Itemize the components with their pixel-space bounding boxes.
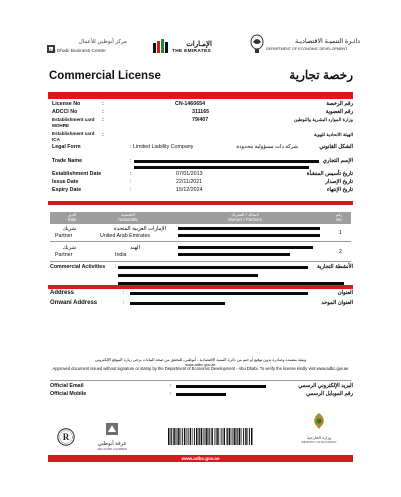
barcode-bar (245, 428, 247, 445)
row2-no: 2 (339, 249, 342, 255)
th-owners (190, 212, 300, 222)
barcode-bar (243, 428, 244, 445)
notice-arabic: وثيقة معتمدة وصادرة بدون توقيع أو ختم من دائرة التنمية الاقتصادية - أبوظبي، للتحقق من صحة البيانات يرجى زيارة الموقع الإلكتروني (94, 357, 307, 362)
field-colon: : (102, 101, 104, 107)
barcode-bar (233, 428, 234, 445)
onwani-address-label: Onwani Address (50, 300, 98, 306)
barcode-bar (216, 428, 217, 445)
field-value-legal-form: Limited Liability Company (133, 144, 194, 150)
row1-no: 1 (339, 230, 342, 236)
field-ar-license-no: رقم الرخصة (326, 101, 353, 107)
field-value-issue-date: 22/11/2021 (176, 179, 203, 185)
field-colon: : (130, 158, 132, 164)
field-colon: : (123, 290, 125, 296)
footer-url-link[interactable]: www.adbc.gov.ae (181, 456, 220, 461)
barcode-bar (177, 428, 178, 445)
redacted-owner-2b (178, 253, 290, 256)
field-value-mohre: 79/407 (192, 117, 209, 123)
field-label-expiry-date: Expiry Date (52, 187, 82, 193)
barcode (168, 428, 254, 450)
members-table-header (50, 212, 351, 224)
section-accent-bar (48, 201, 353, 205)
barcode-bar (220, 428, 221, 445)
chamber-emblem-icon (105, 422, 119, 441)
adbc-logo-english: Abu Dhabi Business Center (47, 49, 106, 54)
field-label-issue-date: Issue Date (52, 179, 79, 185)
row2-role-ar: شريك (62, 245, 76, 251)
field-ar-issue-date: تاريخ الإصدار (325, 179, 353, 185)
emirates-stripes-icon (153, 39, 169, 58)
ded-logo-english: DEPARTMENT OF ECONOMIC DEVELOPMENT (266, 47, 348, 51)
footer-bar (48, 455, 353, 462)
ded-logo-arabic: دائـرة التنميـة الاقتصاديـة (294, 38, 360, 45)
registered-trademark-icon (57, 428, 75, 451)
barcode-bar (192, 428, 193, 445)
barcode-bar (182, 428, 183, 445)
barcode-bar (208, 428, 209, 445)
redacted-email (176, 385, 266, 388)
barcode-bar (184, 428, 186, 445)
field-colon: : (130, 179, 132, 185)
row-divider (50, 261, 351, 262)
redacted-owner-1a (178, 227, 320, 230)
footer-divider (50, 380, 351, 381)
barcode-bar (226, 428, 227, 445)
barcode-bar (227, 428, 228, 445)
svg-text:R: R (62, 432, 70, 442)
barcode-bar (170, 428, 171, 445)
official-mobile-label: Official Mobile (50, 391, 87, 397)
row1-role-ar: شريك (62, 226, 76, 232)
field-value-adcci-no: 311165 (192, 109, 210, 115)
field-label-ica: Establishment card ICA (52, 131, 95, 142)
barcode-bar (171, 428, 172, 445)
official-mobile-ar: رقم الموبايل الرسمي (306, 391, 353, 397)
barcode-bar (214, 428, 215, 445)
th-no-ar: رقم (335, 212, 343, 217)
redacted-address (130, 292, 308, 295)
the-emirates-logo (150, 32, 230, 62)
ded-logo (250, 34, 360, 58)
license-title-ar: رخصة تجارية (289, 68, 353, 82)
ministry-english: MINISTRY OF ECONOMY (301, 440, 337, 444)
barcode-bar (187, 428, 188, 445)
activities-label: Commercial Activities (50, 264, 106, 270)
row2-nationality-en: India (115, 252, 127, 258)
barcode-bar (209, 428, 210, 445)
onwani-address-ar: العنوان الموحد (321, 300, 353, 306)
address-accent-bar (48, 285, 353, 289)
barcode-bar (229, 428, 231, 445)
row1-role-en: Partner (55, 233, 73, 239)
redacted-activities-2 (118, 274, 258, 277)
ministry-arabic: وزارة الخارجية (307, 435, 331, 440)
redacted-mobile (176, 393, 226, 396)
th-role-ar: الدور (67, 212, 77, 217)
barcode-bar (211, 428, 213, 445)
field-colon: : (102, 109, 104, 115)
field-label-mohre: Establishment card MOHRE (52, 117, 95, 128)
barcode-bar (196, 428, 198, 445)
field-colon: : (123, 300, 125, 306)
barcode-bar (201, 428, 203, 445)
barcode-bar (198, 428, 199, 445)
th-role (52, 212, 92, 222)
barcode-bar (206, 428, 208, 445)
barcode-bar (203, 428, 204, 445)
barcode-bar (188, 428, 189, 445)
barcode-bar (242, 428, 243, 445)
field-colon: : (102, 132, 104, 138)
barcode-bar (247, 428, 248, 445)
barcode-bar (173, 428, 175, 445)
barcode-bar (251, 428, 253, 445)
row2-nationality-ar: الهند (130, 245, 140, 251)
field-colon: : (115, 264, 117, 270)
row2-role-en: Partner (55, 252, 73, 258)
field-ar-establishment-date: تاريخ تأسيس المنشأة (306, 171, 353, 177)
field-label-legal-form: Legal Form (52, 144, 81, 150)
row1-nationality-ar: الإمارات العربية المتحدة (113, 226, 166, 232)
field-label-trade-name: Trade Name (52, 158, 83, 164)
barcode-bar (221, 428, 222, 445)
th-nationality-en: Nationality (118, 217, 138, 222)
address-label: Address (50, 290, 75, 296)
barcode-bar (205, 428, 206, 445)
field-ar-legal-form: الشكل القانوني (319, 144, 353, 150)
field-value-legal-form-ar: شركة ذات مسؤولية محدودة (236, 144, 298, 150)
field-colon: : (170, 391, 172, 397)
field-ar-adcci-no: رقم العضوية (325, 109, 353, 115)
field-colon: : (130, 171, 132, 177)
row1-nationality-en: United Arab Emirates (100, 233, 151, 239)
redacted-activities-1 (118, 266, 308, 269)
field-colon: : (170, 383, 172, 389)
field-value-establishment-date: 07/01/2013 (176, 171, 203, 177)
ministry-emblem-icon (312, 412, 326, 435)
emirates-logo-arabic: الإمـارات (186, 41, 212, 48)
redacted-owner-2a (178, 246, 313, 249)
th-no-en: No (336, 217, 342, 222)
redacted-onwani (130, 302, 225, 305)
th-no (328, 212, 350, 222)
header-accent-bar (48, 92, 353, 99)
field-value-expiry-date: 15/12/2024 (176, 187, 203, 193)
activities-ar: الأنشطة التجارية (317, 264, 353, 270)
field-ar-trade-name: الإسم التجاري (322, 158, 353, 164)
barcode-bar (190, 428, 192, 445)
barcode-bar (175, 428, 176, 445)
barcode-bar (224, 428, 226, 445)
field-ar-mohre: وزارة الموارد البشرية والتوطين (293, 117, 353, 122)
field-label-license-no: License No (52, 101, 81, 107)
field-label-establishment-date: Establishment Date (52, 171, 102, 177)
notice-english: Approved document issued without signature or stamp by the Department of Economic Development - Abu Dhabi. To verify the license kindly visit www.adbc.gov.ae (52, 366, 349, 372)
barcode-bar (194, 428, 195, 445)
address-ar: العنوان (337, 290, 353, 296)
barcode-bar (168, 428, 170, 445)
official-email-ar: البريد الإلكتروني الرسمي (298, 383, 353, 389)
license-title-en: Commercial License (49, 70, 161, 82)
th-role-en: Role (67, 217, 77, 222)
th-nationality-ar: الجنسية (121, 212, 135, 217)
barcode-bar (237, 428, 238, 445)
chamber-arabic: غرفة أبوظبي (97, 441, 127, 447)
notice-url: www.adbc.gov.ae (185, 361, 216, 367)
redacted-owner-1b (178, 234, 320, 237)
field-value-license-no: CN-1460654 (175, 101, 206, 107)
barcode-bar (234, 428, 236, 445)
barcode-bar (199, 428, 200, 445)
th-owners-en: Owners / Partners (228, 217, 262, 222)
chamber-english: ABU DHABI CHAMBER (97, 447, 127, 451)
emirates-logo-english: THE EMIRATES (172, 49, 211, 54)
barcode-bar (180, 428, 181, 445)
barcode-bar (249, 428, 250, 445)
row-divider (50, 241, 351, 242)
barcode-bar (236, 428, 237, 445)
adbc-logo-arabic: مركز أبوظبي للأعمال (78, 39, 127, 45)
field-ar-ica: الهيئة الاتحادية للهوية (313, 132, 353, 137)
redacted-trade-name-line2 (134, 166, 309, 169)
field-colon: : (102, 117, 104, 123)
barcode-bar (239, 428, 241, 445)
abu-dhabi-chamber-logo (92, 422, 132, 451)
field-colon: : (130, 144, 132, 150)
ministry-logo (287, 412, 351, 444)
barcode-bar (178, 428, 180, 445)
field-ar-expiry-date: تاريخ الإنتهاء (326, 187, 353, 193)
barcode-bar (231, 428, 232, 445)
verification-notice (50, 358, 351, 372)
barcode-bar (217, 428, 219, 445)
falcon-emblem-icon (250, 34, 264, 59)
field-label-adcci-no: ADCCI No (52, 109, 78, 115)
field-colon: : (130, 187, 132, 193)
th-owners-ar: المالك / الشريك (231, 212, 259, 217)
th-nationality (98, 212, 158, 222)
official-email-label: Official Email (50, 383, 84, 389)
